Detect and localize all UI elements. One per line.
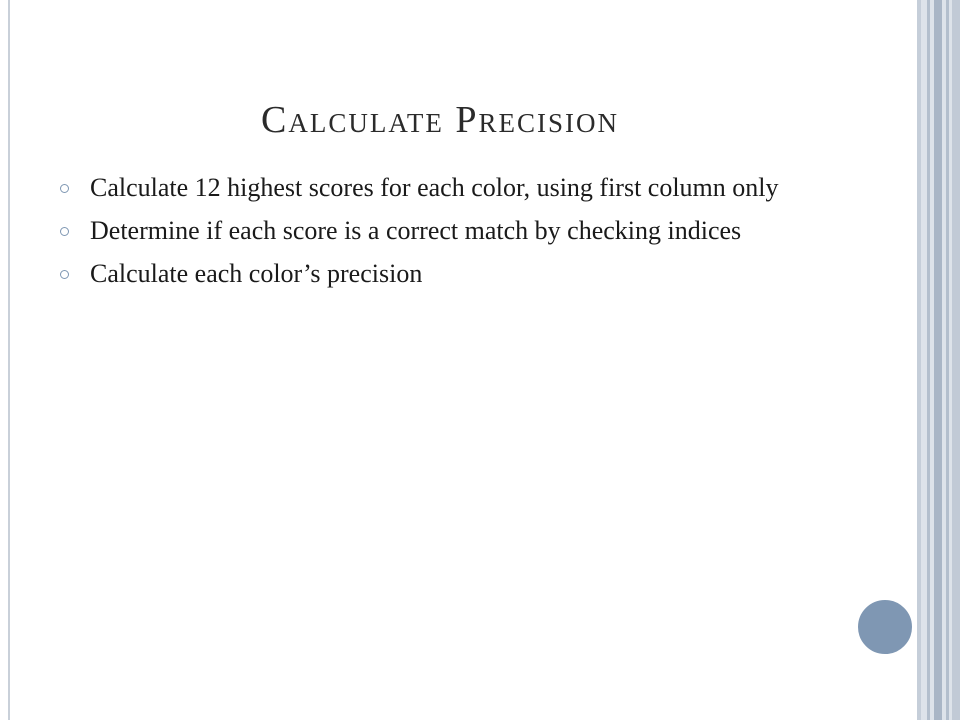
decorative-circle-icon bbox=[856, 598, 914, 656]
hollow-circle-bullet-icon bbox=[60, 270, 69, 279]
decorative-stripe bbox=[934, 0, 942, 720]
bullet-text: Calculate 12 highest scores for each color, using first column only bbox=[90, 173, 779, 202]
hollow-circle-bullet-icon bbox=[60, 227, 69, 236]
bullet-item bbox=[60, 172, 860, 203]
hollow-circle-bullet-icon bbox=[60, 184, 69, 193]
bullet-item bbox=[60, 258, 860, 289]
decorative-stripe bbox=[917, 0, 921, 720]
slide-title: Calculate Precision bbox=[261, 99, 619, 141]
bullet-text: Determine if each score is a correct match by checking indices bbox=[90, 216, 742, 245]
decorative-stripe bbox=[952, 0, 960, 720]
bullet-text: Calculate each color’s precision bbox=[90, 259, 423, 288]
decorative-stripe bbox=[946, 0, 949, 720]
bullet-item bbox=[60, 215, 860, 246]
bullet-list bbox=[60, 172, 860, 301]
left-border-rule bbox=[8, 0, 10, 720]
decorative-stripe bbox=[927, 0, 930, 720]
